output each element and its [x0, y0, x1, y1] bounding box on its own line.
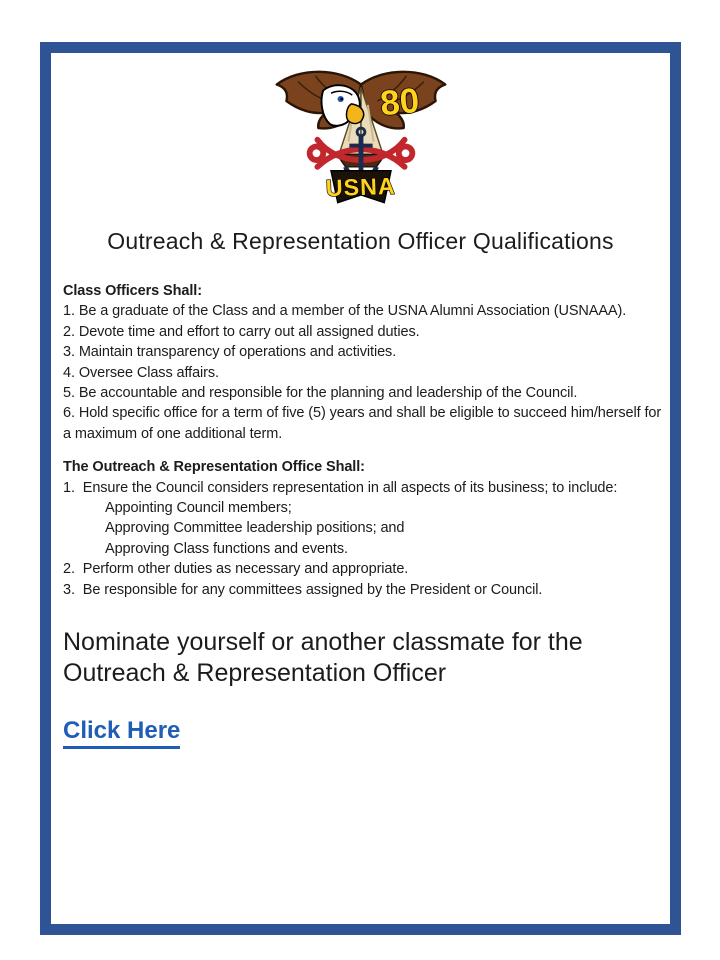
section2-item: 2. Perform other duties as necessary and appropriate.: [63, 561, 409, 578]
section1-item: 1. Be a graduate of the Class and a member of the USNA Alumni Association (USNAAA).: [63, 303, 627, 320]
click-here-link[interactable]: Click Here: [63, 717, 180, 749]
section2-item: 3. Be responsible for any committees assigned by the President or Council.: [63, 581, 543, 598]
section2-item: 1. Ensure the Council considers representation in all aspects of its business; to include:: [63, 479, 618, 496]
section-gap: [63, 444, 666, 457]
section1-item: 3. Maintain transparency of operations and activities.: [63, 344, 397, 361]
section1-item: 5. Be accountable and responsible for the planning and leadership of the Council.: [63, 385, 578, 402]
section1-item: 2. Devote time and effort to carry out all assigned duties.: [63, 323, 420, 340]
section1-item: 4. Oversee Class affairs.: [63, 364, 219, 381]
section1-heading: Class Officers Shall:: [63, 283, 202, 299]
section1-item: 6. Hold specific office for a term of five (5) years and shall be eligible to succeed him/herself for a maximum of one additional term.: [63, 405, 666, 442]
qualifications-body: [51, 281, 670, 600]
crest-class-year-text: 80: [378, 80, 421, 124]
border-frame: [40, 42, 681, 935]
section2-subitem: Appointing Council members;: [105, 500, 292, 517]
section2-heading: The Outreach & Representation Office Shall:: [63, 459, 365, 476]
page-title: Outreach & Representation Officer Qualifications: [107, 228, 614, 254]
section2-subitem: Approving Committee leadership positions; and: [105, 520, 405, 537]
crest-academy-text: USNA: [324, 172, 396, 202]
usna-class-of-80-crest-logo: [269, 58, 453, 204]
section2-subitem: Approving Class functions and events.: [105, 540, 348, 557]
nomination-callout: Nominate yourself or another classmate for the Outreach & Representation Officer: [63, 628, 583, 688]
